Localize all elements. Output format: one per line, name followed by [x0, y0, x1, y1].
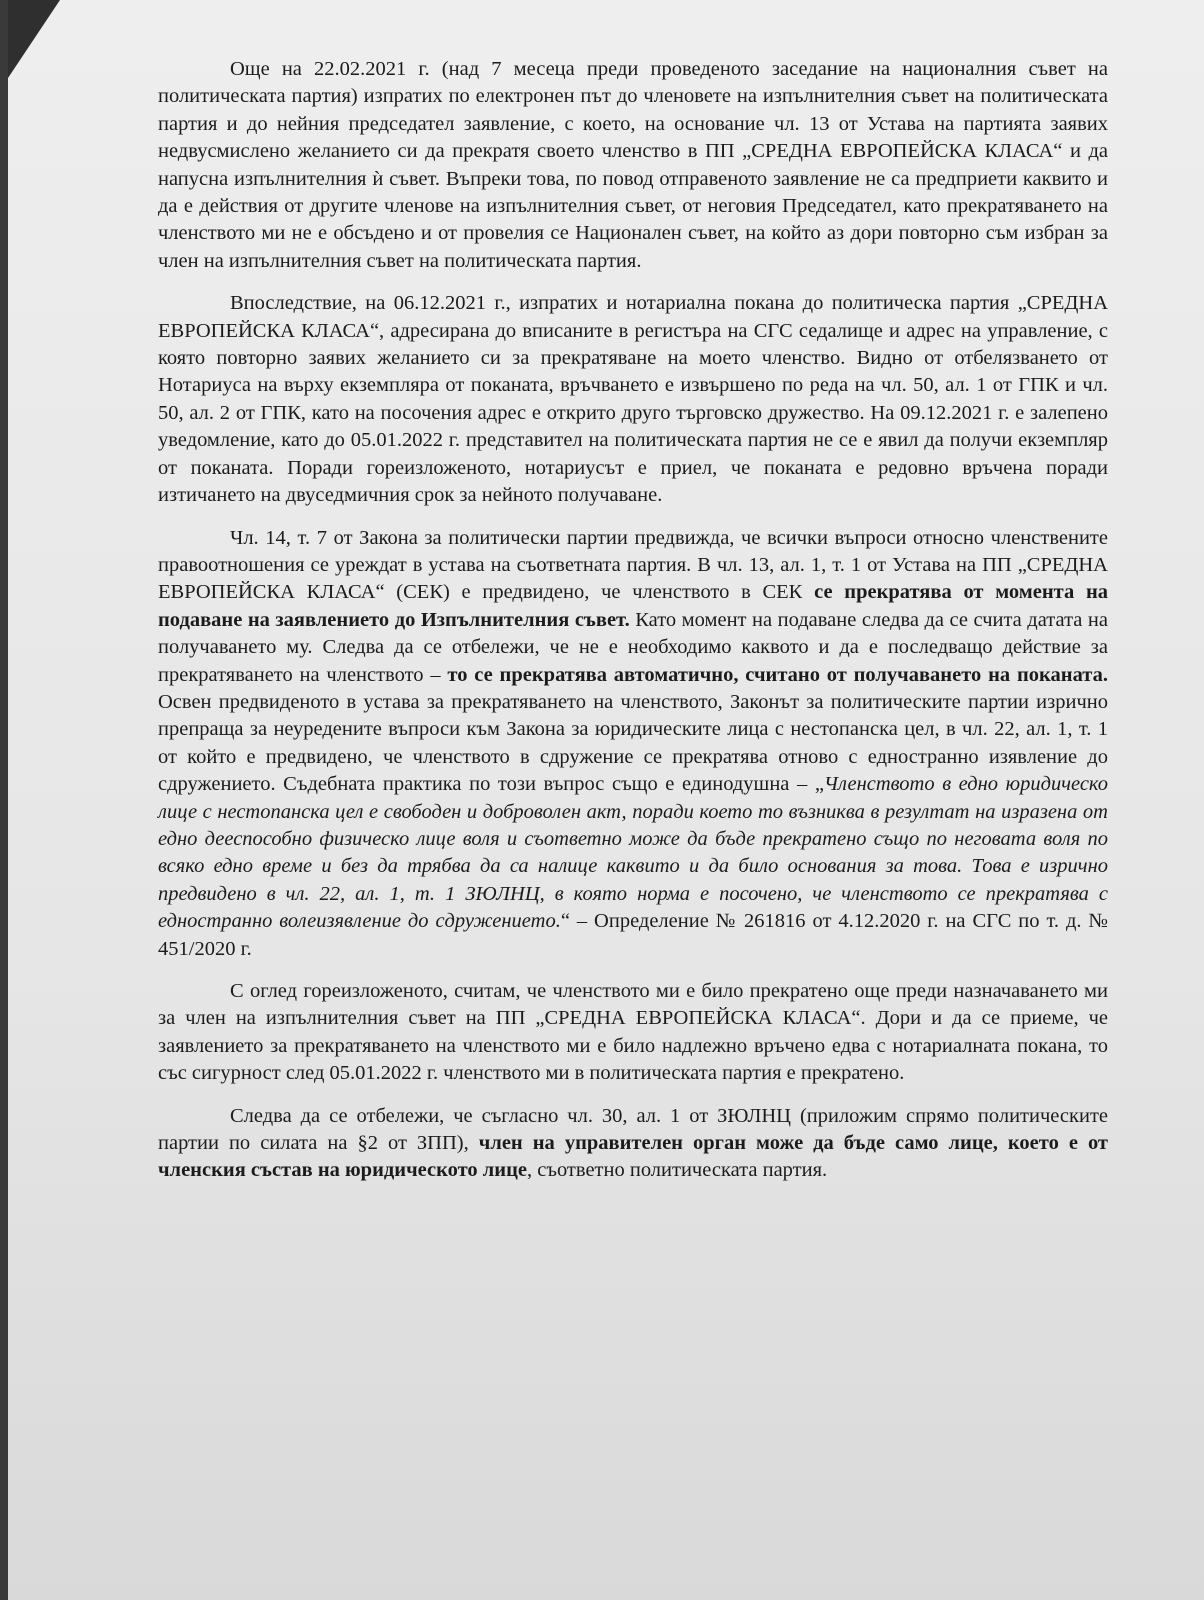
- paragraph-p1: [158, 56, 1108, 275]
- document-body: [158, 56, 1108, 1200]
- body-text: “ – Определение № 261816 от 4.12.2020 г. на СГС по т. д. № 451/2020 г.: [158, 910, 1108, 960]
- document-page: [8, 0, 1204, 1600]
- paragraph-p2: [158, 290, 1108, 509]
- body-text: Впоследствие, на 06.12.2021 г., изпратих и нотариална покана до политическа партия „СРЕДНА ЕВРОПЕЙСКА КЛАСА“, адресирана до вписаните в регистъра на СГС седалище и адрес на управление, с която повторно заявих желанието си за прекратяване на моето членство. Видно от отбелязването от Нотариуса на върху екземпляра от поканата, връчването е извършено по реда на чл. 50, ал. 1 от ГПК и чл. 50, ал. 2 от ГПК, като на посочения адрес е открито друго търговско дружество. На 09.12.2021 г. е залепено уведомление, като до 05.01.2022 г. представител на политическата партия не се е явил да получи екземпляр от поканата. Поради гореизложеното, нотариусът е приел, че поканата е редовно връчена поради изтичането на двуседмичния срок за нейното получаване.: [158, 292, 1108, 507]
- body-text: С оглед гореизложеното, считам, че членството ми е било прекратено още преди назначаването ми за член на изпълнителния съвет на ПП „СРЕДНА ЕВРОПЕЙСКА КЛАСА“. Дори и да се приеме, че заявлението за прекратяването на членството ми е било надлежно връчено едва с нотариалната покана, то със сигурност след 05.01.2022 г. членството ми в политическата партия е прекратено.: [158, 980, 1108, 1085]
- bold-text: то се прекратява автоматично, считано от получаването на поканата.: [447, 663, 1108, 686]
- page-corner-shadow: [8, 0, 60, 90]
- bold-text: се прекратява от момента на подаване на заявлението до Изпълнителния съвет.: [158, 581, 1109, 631]
- body-text: Освен предвиденото в устава за прекратяването на членството, Законът за политическите партии изрично препраща за неуредените въпроси към Закона за юридическите лица с нестопанска цел, в чл. 22, ал. 1, т. 1 от който е предвидено, че членството в сдружение се прекратява отново с едностранно изявление до сдружението. Съдебната практика по този въпрос също е единодушна – „: [158, 690, 1108, 796]
- paragraph-p4: [158, 978, 1108, 1088]
- body-text: Още на 22.02.2021 г. (над 7 месеца преди проведеното заседание на националния съвет на политическата партия) изпратих по електронен път до членовете на изпълнителния съвет на политическата партия и до нейния председател заявление, с което, на основание чл. 13 от Устава на партията заявих недвусмислено желанието си да прекратя своето членство в ПП „СРЕДНА ЕВРОПЕЙСКА КЛАСА“ и да напусна изпълнителния ѝ съвет. Въпреки това, по повод отправеното заявление не са предприети каквито и да е действия от другите членове на изпълнителния съвет, от неговия Председател, като прекратяването на членството ми не е обсъдено и от провелия се Национален съвет, на който аз дори повторно съм избран за член на изпълнителния съвет на политическата партия.: [158, 58, 1108, 272]
- body-text: Като момент на подаване следва да се счита датата на получаването му. Следва да се отбележи, че не е необходимо каквото и да е последващо действие за прекратяването на членството –: [158, 608, 1108, 686]
- italic-text: Членството в едно юридическо лице с нестопанска цел е свободен и доброволен акт, поради което то възниква в резултат на изразена от едно дееспособно физическо лице воля и съответно може да бъде прекратено също по неговата воля по всяко едно време и без да трябва да са налице каквито и да било основания за това. Това е изрично предвидено в чл. 22, ал. 1, т. 1 ЗЮЛНЦ, в която норма е посочено, че членството се прекратява с едностранно волеизявление до сдружението.: [158, 773, 1108, 933]
- body-text: , съответно политическата партия.: [527, 1159, 828, 1182]
- body-text: Следва да се отбележи, че съгласно чл. 30, ал. 1 от ЗЮЛНЦ (приложим спрямо политическите партии по силата на §2 от ЗПП),: [158, 1104, 1108, 1155]
- bold-text: член на управителен орган може да бъде само лице, което е от членския състав на юридическото лице: [158, 1132, 1108, 1182]
- paragraph-p3: [158, 525, 1108, 964]
- body-text: Чл. 14, т. 7 от Закона за политически партии предвижда, че всички въпроси относно членствените правоотношения се уреждат в устава на съответната партия. В чл. 13, ал. 1, т. 1 от Устава на ПП „СРЕДНА ЕВРОПЕЙСКА КЛАСА“ (СЕК) е предвидено, че членството в СЕК: [158, 526, 1108, 604]
- paragraph-p5: [158, 1103, 1108, 1185]
